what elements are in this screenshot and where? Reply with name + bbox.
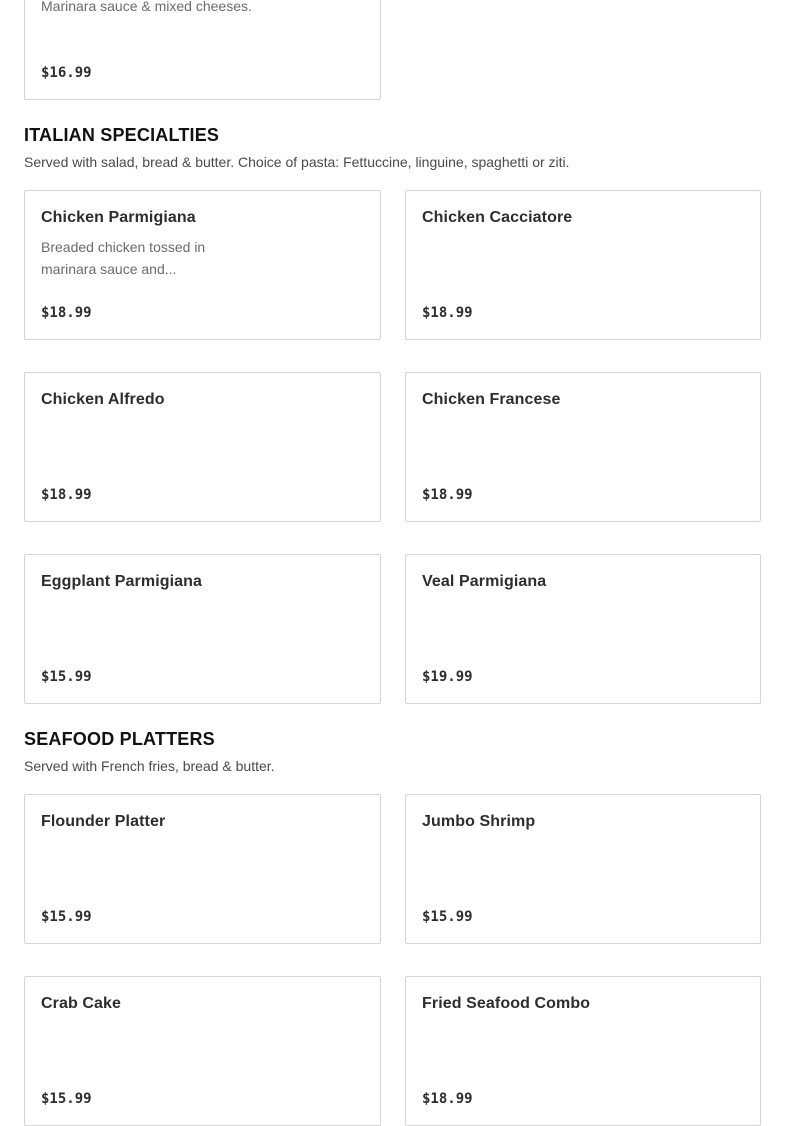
menu-item-name: Chicken Alfredo bbox=[41, 391, 165, 408]
menu-item-name: Crab Cake bbox=[41, 995, 122, 1012]
section-title-seafood-platters: SEAFOOD PLATTERS bbox=[24, 729, 215, 749]
menu-item-price: $15.99 bbox=[41, 909, 92, 925]
menu-item-card[interactable] bbox=[405, 794, 761, 944]
menu-item-card[interactable] bbox=[24, 554, 381, 704]
menu-item-card[interactable] bbox=[405, 372, 761, 522]
menu-item-card[interactable] bbox=[24, 0, 381, 100]
menu-item-card[interactable] bbox=[24, 794, 381, 944]
menu-item-card[interactable] bbox=[405, 190, 761, 340]
menu-item-price: $19.99 bbox=[422, 669, 473, 685]
menu-item-price: $18.99 bbox=[422, 1091, 473, 1107]
menu-item-price: $15.99 bbox=[41, 1091, 92, 1107]
menu-item-price: $18.99 bbox=[41, 305, 92, 321]
menu-item-name: Flounder Platter bbox=[41, 813, 166, 830]
menu-item-price: $18.99 bbox=[422, 487, 473, 503]
section-subtitle-seafood-platters: Served with French fries, bread & butter. bbox=[24, 758, 275, 774]
menu-item-card[interactable] bbox=[405, 976, 761, 1126]
menu-item-name: Chicken Francese bbox=[422, 391, 561, 408]
menu-item-name: Chicken Cacciatore bbox=[422, 209, 573, 226]
menu-item-card[interactable] bbox=[24, 372, 381, 522]
menu-item-description: Breaded chicken tossed in marinara sauce and... bbox=[41, 239, 206, 277]
menu-item-card[interactable] bbox=[24, 190, 381, 340]
menu-item-name: Jumbo Shrimp bbox=[422, 813, 536, 830]
menu-item-price: $16.99 bbox=[41, 65, 92, 81]
menu-item-price: $18.99 bbox=[422, 305, 473, 321]
menu-item-price: $15.99 bbox=[422, 909, 473, 925]
menu-item-name: Eggplant Parmigiana bbox=[41, 573, 203, 590]
section-title-italian-specialties: ITALIAN SPECIALTIES bbox=[24, 125, 220, 145]
menu-item-name: Fried Seafood Combo bbox=[422, 995, 591, 1012]
section-subtitle-italian-specialties: Served with salad, bread & butter. Choice of pasta: Fettuccine, linguine, spaghetti or ziti. bbox=[24, 154, 570, 170]
menu-item-price: $15.99 bbox=[41, 669, 92, 685]
menu-item-name: Chicken Parmigiana bbox=[41, 209, 196, 226]
menu-item-card[interactable] bbox=[24, 976, 381, 1126]
menu-item-description: Marinara sauce & mixed cheeses. bbox=[41, 0, 252, 14]
menu-item-name: Veal Parmigiana bbox=[422, 573, 547, 590]
menu-item-price: $18.99 bbox=[41, 487, 92, 503]
menu-item-card[interactable] bbox=[405, 554, 761, 704]
